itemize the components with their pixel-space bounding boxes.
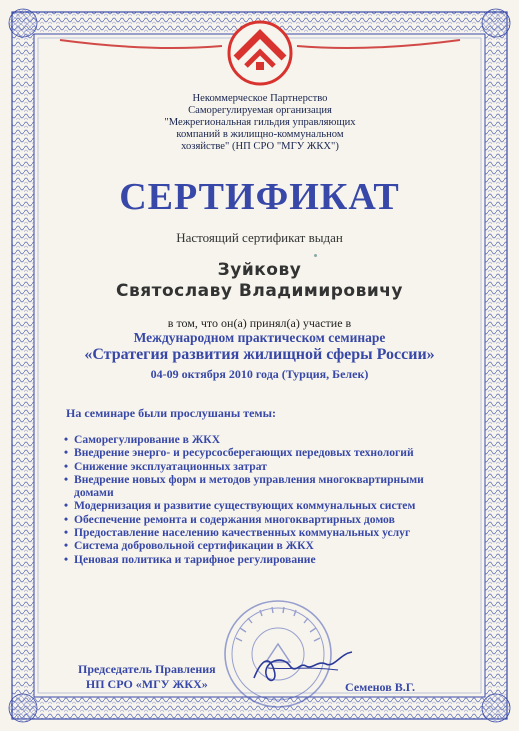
topic-item: • Модернизация и развитие существующих коммунальных систем [64, 499, 464, 512]
org-line: хозяйстве" (НП СРО "МГУ ЖКХ") [181, 141, 339, 152]
issuing-organization [120, 93, 400, 153]
participation-text: в том, что он(а) принял(а) участие в [167, 316, 352, 330]
seminar-dates-location: 04-09 октября 2010 года (Турция, Белек) [150, 367, 369, 381]
org-line: "Межрегиональная гильдия управляющих [164, 117, 356, 128]
signatory-name: Семенов В.Г. [345, 680, 416, 694]
org-line: компаний в жилищно-коммунальном [176, 129, 344, 140]
issued-to-label: Настоящий сертификат выдан [176, 230, 343, 245]
position-line: НП СРО «МГУ ЖКХ» [85, 677, 208, 691]
topics-list [64, 433, 464, 566]
topic-item: • Обеспечение ремонта и содержания многоквартирных домов [64, 513, 464, 526]
topic-item: • Предоставление населению качественных коммунальных услуг [64, 526, 464, 539]
signatory-position [78, 662, 216, 692]
topics-heading: На семинаре были прослушаны темы: [66, 406, 276, 420]
position-line: Председатель Правления [78, 662, 216, 676]
org-line: Некоммерческое Партнерство [192, 93, 328, 104]
seminar-theme: «Стратегия развития жилищной сферы России» [84, 346, 435, 363]
org-line: Саморегулируемая организация [188, 105, 332, 116]
seminar-type: Международном практическом семинаре [133, 330, 386, 345]
recipient-surname: Зуйкову [217, 260, 302, 280]
guild-house-logo-icon [224, 20, 296, 86]
topic-item: • Внедрение новых форм и методов управления многоквартирными домами [64, 473, 464, 500]
handwritten-signature [248, 648, 358, 688]
topic-item: • Внедрение энерго- и ресурсосберегающих передовых технологий [64, 446, 464, 459]
topic-item: • Саморегулирование в ЖКХ [64, 433, 464, 446]
recipient-name-patronymic: Святославу Владимировичу [115, 281, 404, 301]
topic-item: • Снижение эксплуатационных затрат [64, 460, 464, 473]
certificate-title: СЕРТИФИКАТ [119, 176, 400, 218]
topic-item: • Система добровольной сертификации в ЖКХ [64, 539, 464, 552]
topic-item: • Ценовая политика и тарифное регулирование [64, 553, 464, 566]
decorative-dot [314, 254, 317, 257]
